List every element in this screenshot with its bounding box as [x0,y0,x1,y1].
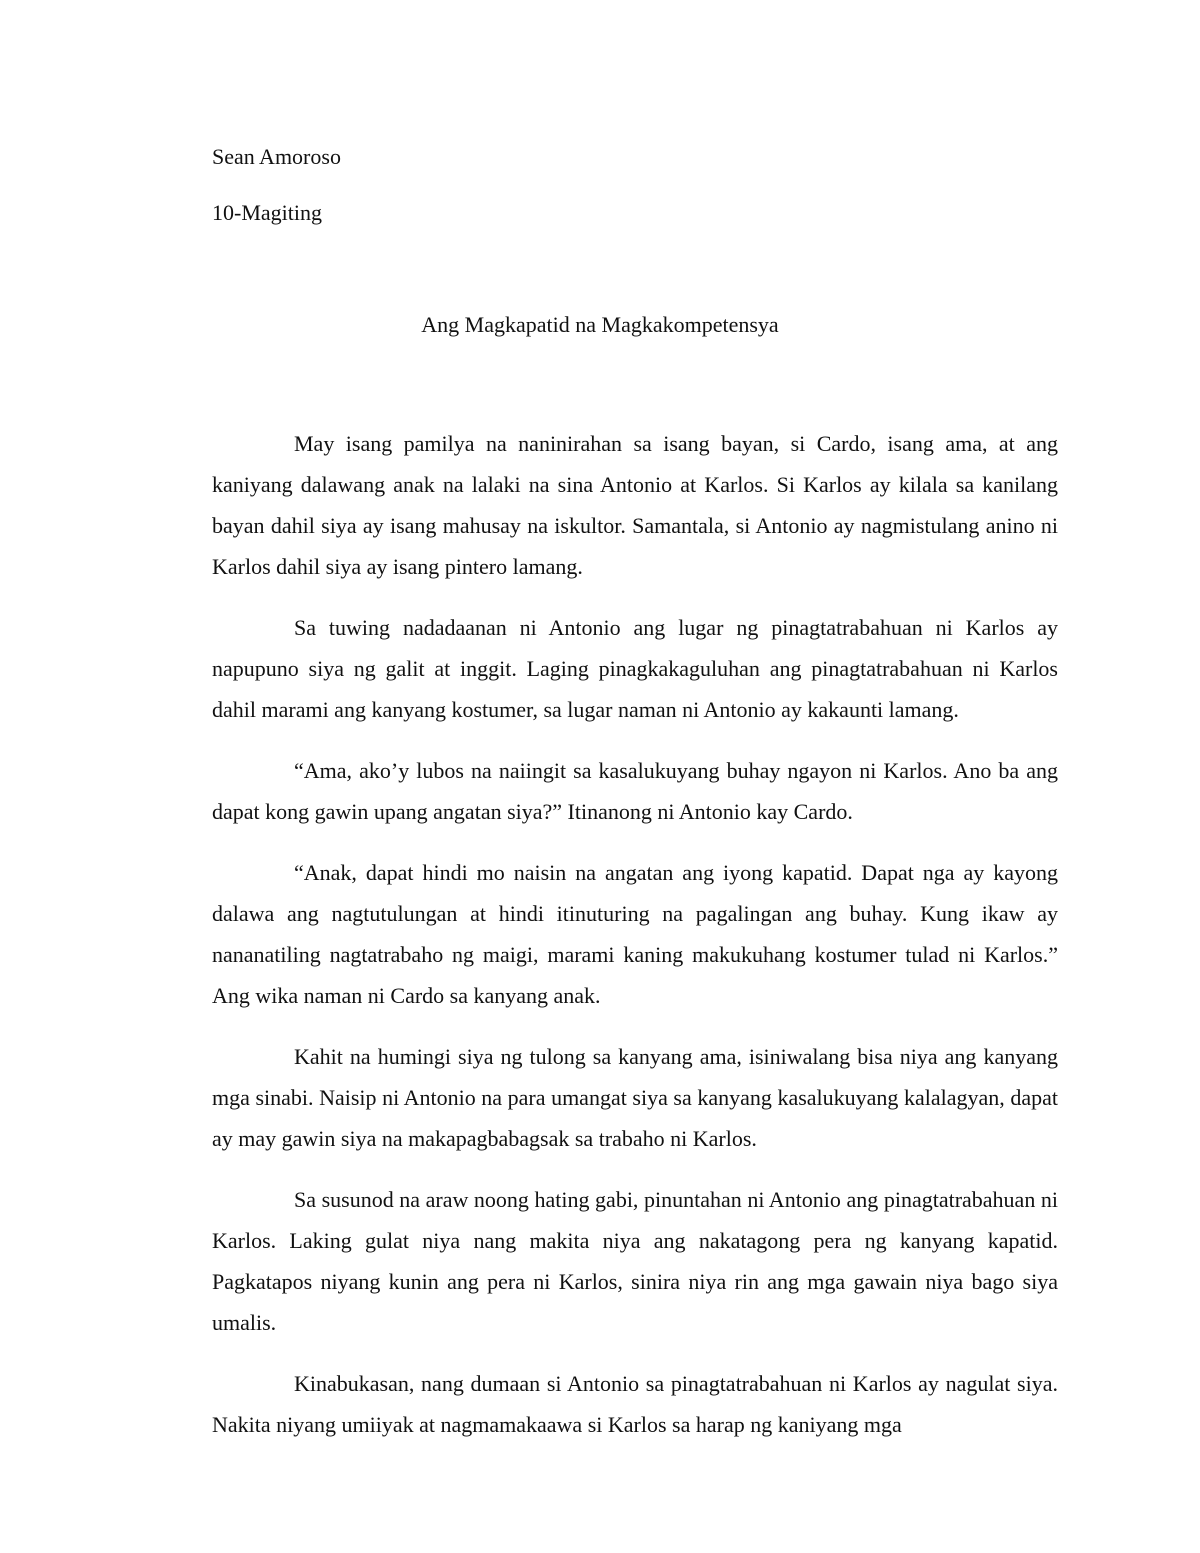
paragraph: Kahit na humingi siya ng tulong sa kanyang ama, isiniwalang bisa niya ang kanyang mga sinabi. Naisip ni Antonio na para umangat siya sa kanyang kasalukuyang kalalagyan, dapat ay may gawin siya na makapagbabagsak sa trabaho ni Karlos. [212,1044,1058,1151]
paragraph: “Ama, ako’y lubos na naiingit sa kasalukuyang buhay ngayon ni Karlos. Ano ba ang dapat kong gawin upang angatan siya?” Itinanong ni Antonio kay Cardo. [212,758,1058,824]
author-name: Sean Amoroso [212,144,341,169]
paragraph: Sa tuwing nadadaanan ni Antonio ang lugar ng pinagtatrabahuan ni Karlos ay napupuno siya ng galit at inggit. Laging pinagkakaguluhan ang pinagtatrabahuan ni Karlos dahil marami ang kanyang kostumer, sa lugar naman ni Antonio ay kakaunti lamang. [212,615,1058,722]
paragraph: “Anak, dapat hindi mo naisin na angatan ang iyong kapatid. Dapat nga ay kayong dalawa ang nagtutulungan at hindi itinuturing na pagalingan ang buhay. Kung ikaw ay nananatiling nagtatrabaho ng maigi, marami kaning makukuhang kostumer tulad ni Karlos.” Ang wika naman ni Cardo sa kanyang anak. [212,860,1058,1008]
paragraph: Kinabukasan, nang dumaan si Antonio sa pinagtatrabahuan ni Karlos ay nagulat siya. Nakita niyang umiiyak at nagmamakaawa si Karlos sa harap ng kaniyang mga [212,1371,1058,1437]
document-title: Ang Magkapatid na Magkakompetensya [421,312,779,337]
paragraph: Sa susunod na araw noong hating gabi, pinuntahan ni Antonio ang pinagtatrabahuan ni Karlos. Laking gulat niya nang makita niya ang nakatagong pera ng kanyang kapatid. Pagkatapos niyang kunin ang pera ni Karlos, sinira niya rin ang mga gawain niya bago siya umalis. [212,1187,1058,1335]
paragraph: May isang pamilya na naninirahan sa isang bayan, si Cardo, isang ama, at ang kaniyang dalawang anak na lalaki na sina Antonio at Karlos. Si Karlos ay kilala sa kanilang bayan dahil siya ay isang mahusay na iskultor. Samantala, si Antonio ay nagmistulang anino ni Karlos dahil siya ay isang pintero lamang. [212,431,1058,579]
class-section: 10-Magiting [212,200,322,225]
story-body [212,423,1058,1445]
